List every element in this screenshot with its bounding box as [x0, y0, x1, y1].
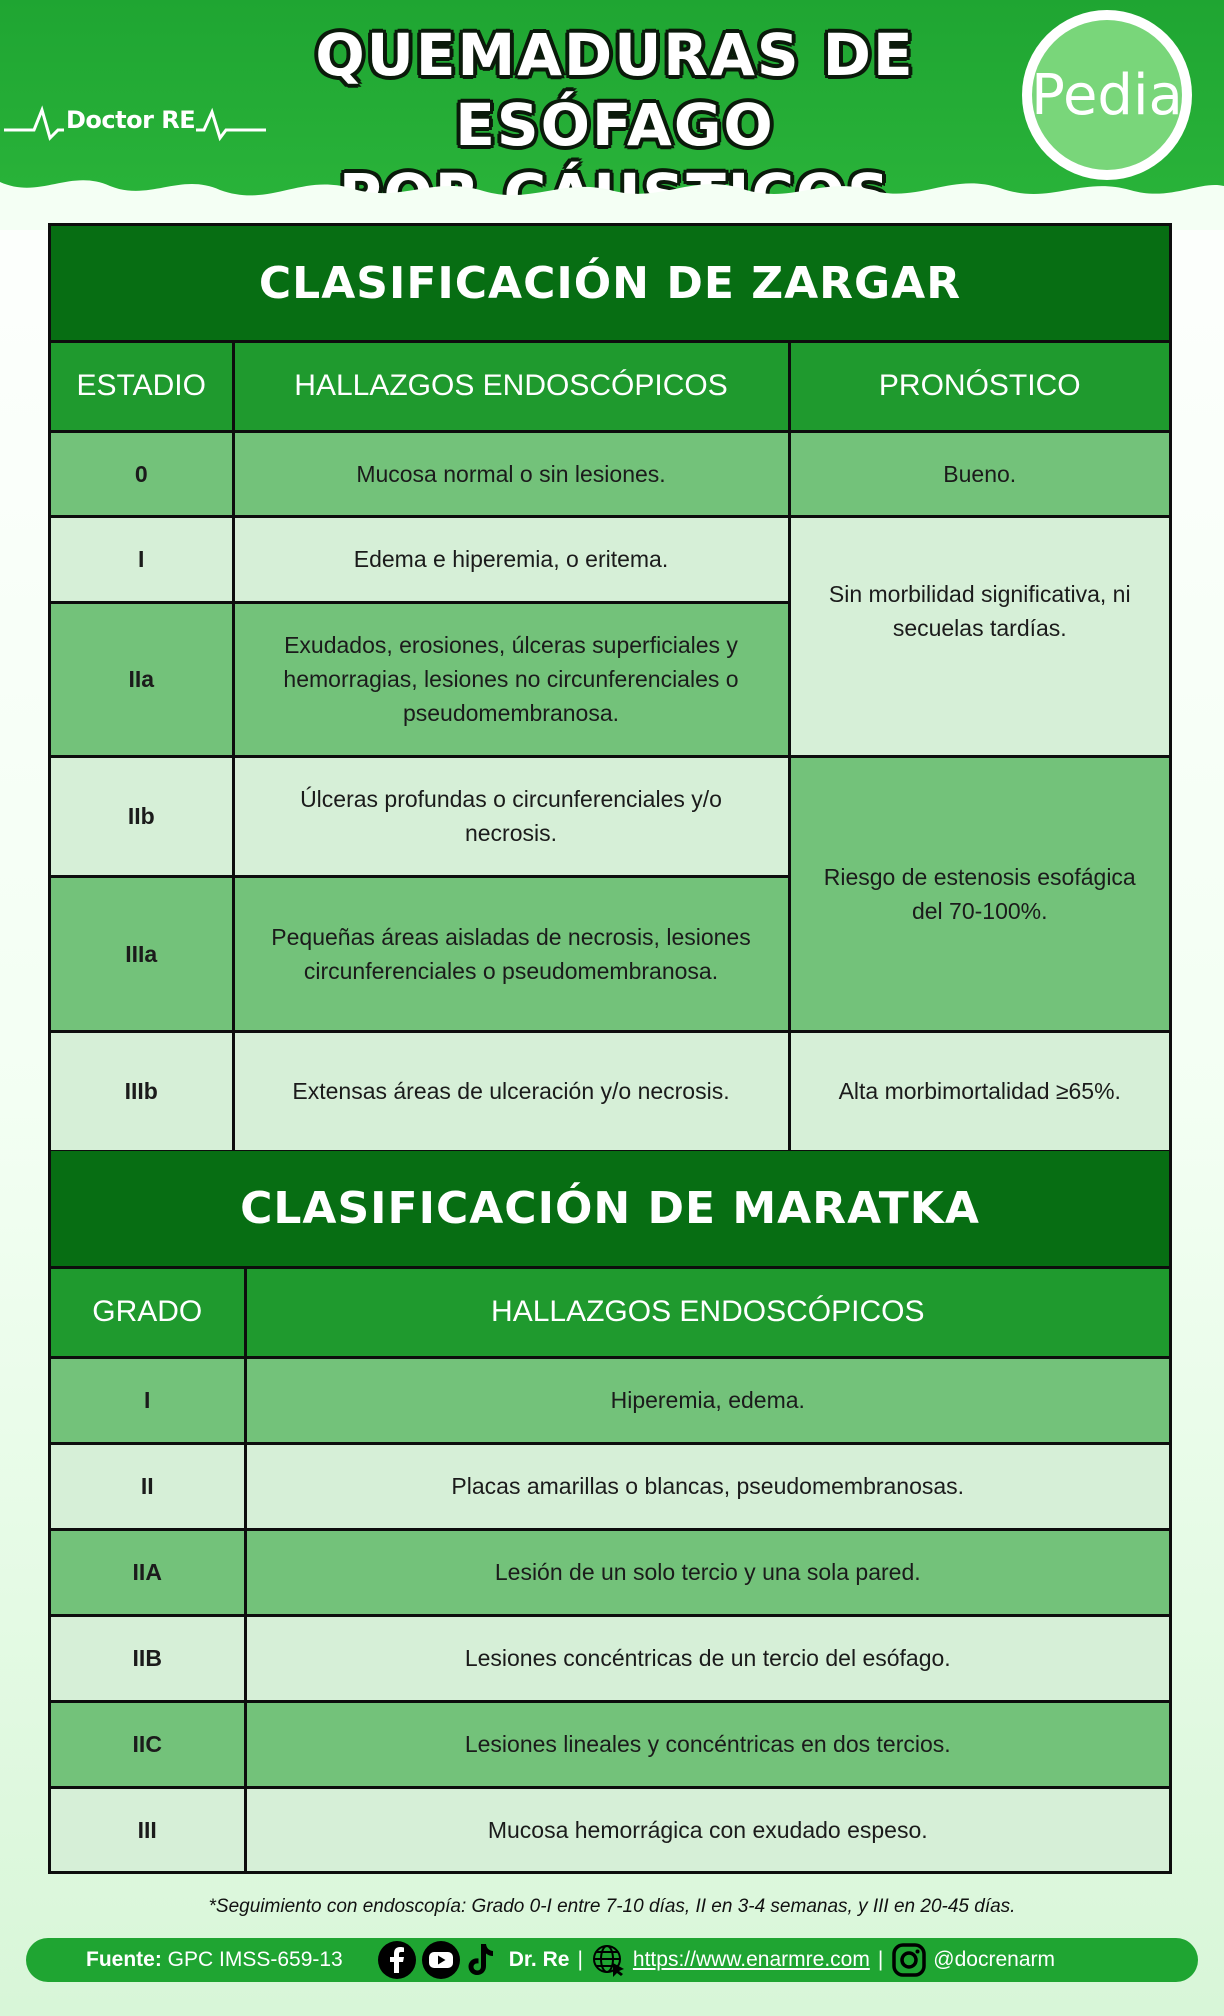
stage-cell: IIIb [51, 1031, 233, 1150]
pedia-badge-inner [1032, 20, 1182, 170]
grade-cell: II [51, 1443, 245, 1529]
grade-cell: III [51, 1787, 245, 1871]
social-icons [377, 1940, 501, 1980]
column-header-grade: GRADO [51, 1269, 245, 1357]
zargar-header-row [51, 343, 1169, 431]
column-header-findings: HALLAZGOS ENDOSCÓPICOS [245, 1269, 1169, 1357]
stage-cell: I [51, 516, 233, 602]
separator: | [877, 1948, 884, 1971]
facebook-icon[interactable] [377, 1940, 417, 1980]
youtube-icon[interactable] [421, 1940, 461, 1980]
finding-cell: Lesión de un solo tercio y una sola pared. [245, 1529, 1169, 1615]
instagram-icon[interactable] [891, 1942, 927, 1978]
table-row [51, 1529, 1169, 1615]
website-link[interactable]: https://www.enarmre.com [632, 1948, 870, 1971]
stage-cell: IIIa [51, 876, 233, 1031]
table-row [51, 431, 1169, 516]
finding-cell: Mucosa hemorrágica con exudado espeso. [245, 1787, 1169, 1871]
finding-cell: Placas amarillas o blancas, pseudomembranosas. [245, 1443, 1169, 1529]
footer-bar [26, 1938, 1198, 1982]
table-row [51, 516, 1169, 602]
prognosis-cell: Riesgo de estenosis esofágica del 70-100%. [789, 756, 1169, 1031]
stage-cell: IIb [51, 756, 233, 876]
table-row [51, 1701, 1169, 1787]
finding-cell: Hiperemia, edema. [245, 1357, 1169, 1443]
zargar-classification-panel [48, 223, 1172, 1153]
maratka-table [51, 1269, 1169, 1871]
grade-cell: IIB [51, 1615, 245, 1701]
zargar-table [51, 343, 1169, 1150]
prognosis-cell: Alta morbimortalidad ≥65%. [789, 1031, 1169, 1150]
finding-cell: Exudados, erosiones, úlceras superficiales y hemorragias, lesiones no circunferenciales o pseudomembranosa. [233, 602, 789, 756]
follow-up-footnote: *Seguimiento con endoscopía: Grado 0-I entre 7-10 días, II en 3-4 semanas, y III en 20-45 días. [208, 1896, 1016, 1917]
globe-icon [591, 1943, 625, 1977]
finding-cell: Mucosa normal o sin lesiones. [233, 431, 789, 516]
tiktok-icon[interactable] [465, 1940, 497, 1980]
stage-cell: 0 [51, 431, 233, 516]
column-header-findings: HALLAZGOS ENDOSCÓPICOS [233, 343, 789, 431]
finding-cell: Extensas áreas de ulceración y/o necrosis. [233, 1031, 789, 1150]
table-row [51, 1357, 1169, 1443]
maratka-title: CLASIFICACIÓN DE MARATKA [51, 1151, 1169, 1269]
prognosis-cell: Sin morbilidad significativa, ni secuelas tardías. [789, 516, 1169, 756]
stage-cell: IIa [51, 602, 233, 756]
instagram-handle[interactable]: @docrenarm [933, 1948, 1055, 1971]
finding-cell: Pequeñas áreas aisladas de necrosis, lesiones circunferenciales o pseudomembranosa. [233, 876, 789, 1031]
pedia-badge-text: Pedia [1031, 62, 1183, 128]
table-row [51, 1443, 1169, 1529]
author-name: Dr. Re [508, 1948, 570, 1971]
grade-cell: IIA [51, 1529, 245, 1615]
finding-cell: Lesiones concéntricas de un tercio del esófago. [245, 1615, 1169, 1701]
maratka-classification-panel [48, 1151, 1172, 1874]
source-credit [86, 1948, 343, 1972]
source-label: Fuente: [86, 1948, 162, 1971]
column-header-prognosis: PRONÓSTICO [789, 343, 1169, 431]
source-value: GPC IMSS-659-13 [167, 1948, 343, 1971]
grade-cell: IIC [51, 1701, 245, 1787]
grade-cell: I [51, 1357, 245, 1443]
maratka-header-row [51, 1269, 1169, 1357]
table-row [51, 1615, 1169, 1701]
logo-text: Doctor RE [66, 106, 196, 134]
finding-cell: Lesiones lineales y concéntricas en dos tercios. [245, 1701, 1169, 1787]
table-row [51, 756, 1169, 876]
separator: | [577, 1948, 583, 1971]
pedia-badge [1022, 10, 1192, 180]
finding-cell: Edema e hiperemia, o eritema. [233, 516, 789, 602]
table-row [51, 1031, 1169, 1150]
table-row [51, 1787, 1169, 1871]
snow-edge-decoration [0, 160, 1224, 230]
column-header-stage: ESTADIO [51, 343, 233, 431]
title-line-1: QUEMADURAS DE ESÓFAGO [315, 21, 915, 159]
finding-cell: Úlceras profundas o circunferenciales y/o necrosis. [233, 756, 789, 876]
prognosis-cell: Bueno. [789, 431, 1169, 516]
zargar-title: CLASIFICACIÓN DE ZARGAR [51, 226, 1169, 343]
